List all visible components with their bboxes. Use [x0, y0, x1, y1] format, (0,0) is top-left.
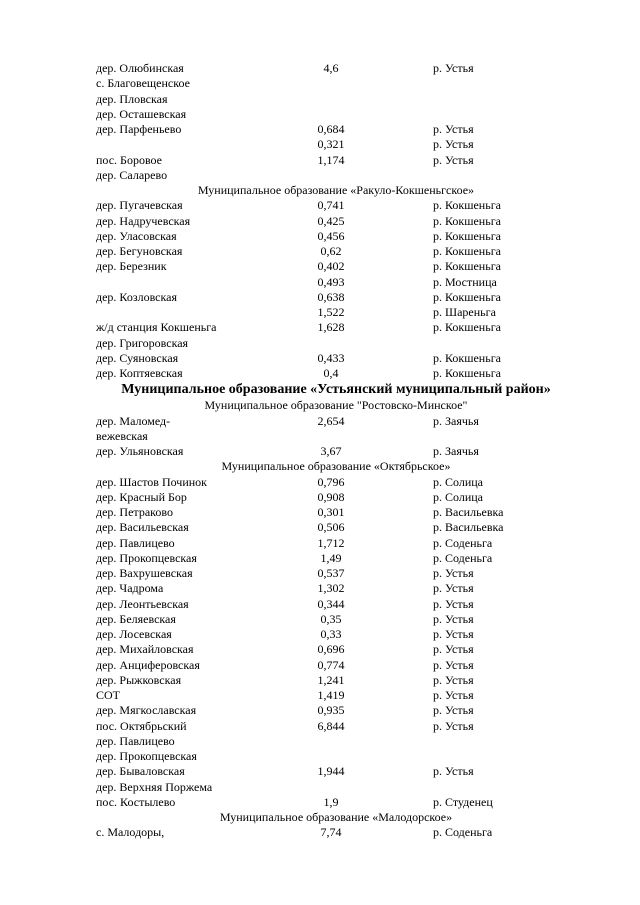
table-row	[96, 703, 576, 718]
table-row	[96, 825, 576, 840]
settlement-name: дер. Рыжковская	[96, 672, 182, 687]
value-cell: 0,696	[317, 642, 345, 657]
table-row	[96, 627, 576, 642]
table-row	[96, 61, 576, 76]
river-name: р. Васильевка	[433, 520, 504, 535]
river-name: р. Устья	[433, 137, 474, 152]
table-row	[96, 475, 576, 490]
settlement-name: дер. Уласовская	[96, 228, 177, 243]
settlement-name: пос. Октябрьский	[96, 718, 187, 733]
settlement-name: дер. Михайловская	[96, 642, 194, 657]
value-cell: 7,74	[320, 825, 342, 840]
settlement-name: вежевская	[96, 428, 148, 443]
table-row	[96, 153, 576, 168]
table-row	[96, 198, 576, 213]
table-row	[96, 597, 576, 612]
value-cell: 0,35	[320, 611, 342, 626]
settlement-name: дер. Прокопцевская	[96, 550, 197, 565]
value-cell: 1,419	[317, 688, 345, 702]
value-cell: 0,301	[317, 505, 345, 519]
settlements-table	[96, 61, 576, 841]
table-row	[96, 749, 576, 764]
settlement-name: дер. Козловская	[96, 289, 177, 304]
value-cell: 0,425	[317, 213, 345, 228]
river-name: р. Кокшеньга	[433, 366, 501, 380]
value-cell: 0,493	[317, 274, 345, 289]
table-row	[96, 658, 576, 673]
value-cell: 0,638	[317, 289, 345, 304]
settlement-name: дер. Ульяновская	[96, 444, 184, 458]
table-row	[96, 275, 576, 290]
river-name: р. Заячья	[433, 444, 479, 458]
settlement-name: дер. Пугачевская	[96, 198, 183, 213]
value-cell: 0,506	[317, 520, 345, 535]
river-name: р. Устья	[433, 688, 474, 702]
municipality-subheading: Муниципальное образование «Октябрьское»	[221, 459, 451, 474]
table-row	[96, 214, 576, 229]
settlement-name: дер. Шастов Починок	[96, 474, 208, 489]
table-row	[96, 168, 576, 183]
table-row	[96, 536, 576, 551]
river-name: р. Солица	[433, 489, 484, 504]
river-name: р. Кокшеньга	[433, 289, 501, 304]
municipality-subheading: Муниципальное образование «Малодорское»	[219, 810, 453, 824]
table-row	[96, 673, 576, 688]
river-name: р. Кокшеньга	[433, 213, 501, 228]
river-name: р. Соденьга	[433, 535, 493, 550]
value-cell: 0,321	[317, 137, 345, 152]
river-name: р. Устья	[433, 703, 474, 718]
table-row	[96, 351, 576, 366]
settlement-name: ж/д станция Кокшеньга	[96, 320, 217, 335]
table-row	[96, 122, 576, 137]
value-cell: 0,433	[317, 350, 345, 365]
river-name: р. Кокшеньга	[433, 350, 501, 365]
river-name: р. Кокшеньга	[433, 320, 501, 335]
table-row	[96, 734, 576, 749]
settlement-name: дер. Суяновская	[96, 350, 179, 365]
table-row	[96, 259, 576, 274]
river-name: р. Устья	[433, 566, 474, 580]
settlement-name: дер. Верхняя Поржема	[96, 779, 213, 794]
value-cell: 1,712	[317, 535, 345, 550]
settlement-name: СОТ	[96, 688, 120, 702]
table-row	[96, 137, 576, 152]
settlement-name: дер. Надручевская	[96, 213, 191, 228]
table-row	[96, 229, 576, 244]
value-cell: 4,6	[323, 61, 339, 75]
table-row	[96, 429, 576, 444]
table-row	[96, 244, 576, 259]
river-name: р. Устья	[433, 581, 474, 596]
settlement-name: дер. Петраково	[96, 505, 173, 519]
settlement-name: дер. Красный Бор	[96, 489, 187, 504]
settlement-name: дер. Бываловская	[96, 764, 185, 779]
river-name: р. Устья	[433, 718, 474, 733]
river-name: р. Соденьга	[433, 550, 493, 565]
settlement-name: дер. Прокопцевская	[96, 749, 197, 763]
table-row	[96, 719, 576, 734]
river-name: р. Заячья	[433, 413, 479, 428]
value-cell: 0,33	[320, 627, 342, 641]
value-cell: 0,796	[317, 474, 345, 489]
settlement-name: пос. Костылево	[96, 794, 176, 809]
value-cell: 0,908	[317, 489, 345, 504]
settlement-name: дер. Григоровская	[96, 335, 189, 350]
settlement-name: дер. Маломед-	[96, 413, 171, 428]
value-cell: 0,62	[320, 244, 342, 258]
value-cell: 0,537	[317, 566, 345, 580]
value-cell: 2,654	[317, 413, 345, 428]
table-row	[96, 581, 576, 596]
municipality-subheading: Муниципальное образование "Ростовско-Минское"	[204, 398, 468, 413]
table-row	[96, 336, 576, 351]
settlement-name: дер. Анциферовская	[96, 657, 200, 672]
river-name: р. Васильевка	[433, 505, 504, 519]
value-cell: 0,344	[317, 596, 345, 611]
river-name: р. Устья	[433, 611, 474, 626]
settlement-name: дер. Васильевская	[96, 520, 189, 535]
value-cell: 0,741	[317, 198, 345, 213]
value-cell: 1,522	[317, 305, 345, 319]
river-name: р. Соденьга	[433, 825, 493, 840]
settlement-name: с. Благовещенское	[96, 76, 190, 91]
settlement-name: дер. Леонтьевская	[96, 596, 189, 611]
value-cell: 0,935	[317, 703, 345, 718]
table-row	[96, 551, 576, 566]
settlement-name: дер. Чадрома	[96, 581, 164, 596]
value-cell: 1,9	[323, 794, 339, 809]
table-row	[96, 305, 576, 320]
river-name: р. Устья	[433, 627, 474, 641]
river-name: р. Устья	[433, 657, 474, 672]
settlement-name: дер. Вахрушевская	[96, 566, 193, 580]
river-name: р. Шареньга	[433, 305, 496, 319]
table-row	[96, 366, 576, 381]
value-cell: 1,302	[317, 581, 345, 596]
settlement-name: дер. Павлицево	[96, 733, 175, 748]
value-cell: 0,402	[317, 259, 345, 274]
table-row	[96, 795, 576, 810]
settlement-name: дер. Березник	[96, 259, 167, 274]
river-name: р. Устья	[433, 122, 474, 136]
table-row	[96, 612, 576, 627]
settlement-name: дер. Бегуновская	[96, 244, 183, 258]
value-cell: 0,684	[317, 122, 345, 136]
value-cell: 1,944	[317, 764, 345, 779]
value-cell: 0,774	[317, 657, 345, 672]
river-name: р. Кокшеньга	[433, 244, 501, 258]
river-name: р. Устья	[433, 642, 474, 657]
settlement-name: дер. Парфеньево	[96, 122, 182, 136]
value-cell: 1,241	[317, 672, 345, 687]
settlement-name: дер. Саларево	[96, 167, 168, 182]
table-row	[96, 490, 576, 505]
district-heading: Муниципальное образование «Устьянский муниципальный район»	[121, 382, 551, 398]
value-cell: 1,49	[320, 550, 342, 565]
table-row	[96, 107, 576, 122]
table-row	[96, 505, 576, 520]
settlement-name: дер. Мягкославская	[96, 703, 197, 718]
settlement-name: дер. Осташевская	[96, 106, 187, 121]
river-name: р. Кокшеньга	[433, 198, 501, 213]
value-cell: 6,844	[317, 718, 345, 733]
table-row	[96, 688, 576, 703]
settlement-name: дер. Олюбинская	[96, 61, 184, 75]
settlement-name: пос. Боровое	[96, 152, 162, 167]
municipality-subheading: Муниципальное образование «Ракуло-Кокшеньгское»	[197, 183, 475, 197]
river-name: р. Кокшеньга	[433, 228, 501, 243]
river-name: р. Устья	[433, 672, 474, 687]
settlement-name: дер. Коптяевская	[96, 366, 183, 380]
river-name: р. Устья	[433, 152, 474, 167]
river-name: р. Устья	[433, 61, 474, 75]
table-row	[96, 780, 576, 795]
value-cell: 1,174	[317, 152, 345, 167]
settlement-name: дер. Беляевская	[96, 611, 176, 626]
settlement-name: дер. Павлицево	[96, 535, 175, 550]
table-row	[96, 76, 576, 91]
river-name: р. Солица	[433, 474, 484, 489]
table-row	[96, 520, 576, 535]
settlement-name: с. Малодоры,	[96, 825, 165, 840]
settlement-name: дер. Лосевская	[96, 627, 172, 641]
table-row	[96, 444, 576, 459]
value-cell: 3,67	[320, 444, 342, 458]
value-cell: 0,456	[317, 228, 345, 243]
river-name: р. Студенец	[433, 794, 493, 809]
table-row	[96, 764, 576, 779]
value-cell: 1,628	[317, 320, 345, 335]
table-row	[96, 414, 576, 429]
river-name: р. Кокшеньга	[433, 259, 501, 274]
settlement-name: дер. Пловская	[96, 91, 168, 106]
river-name: р. Устья	[433, 596, 474, 611]
table-row	[96, 642, 576, 657]
table-row	[96, 290, 576, 305]
river-name: р. Мостница	[433, 274, 497, 289]
river-name: р. Устья	[433, 764, 474, 779]
table-row	[96, 566, 576, 581]
value-cell: 0,4	[323, 366, 339, 380]
table-row	[96, 320, 576, 335]
table-row	[96, 92, 576, 107]
